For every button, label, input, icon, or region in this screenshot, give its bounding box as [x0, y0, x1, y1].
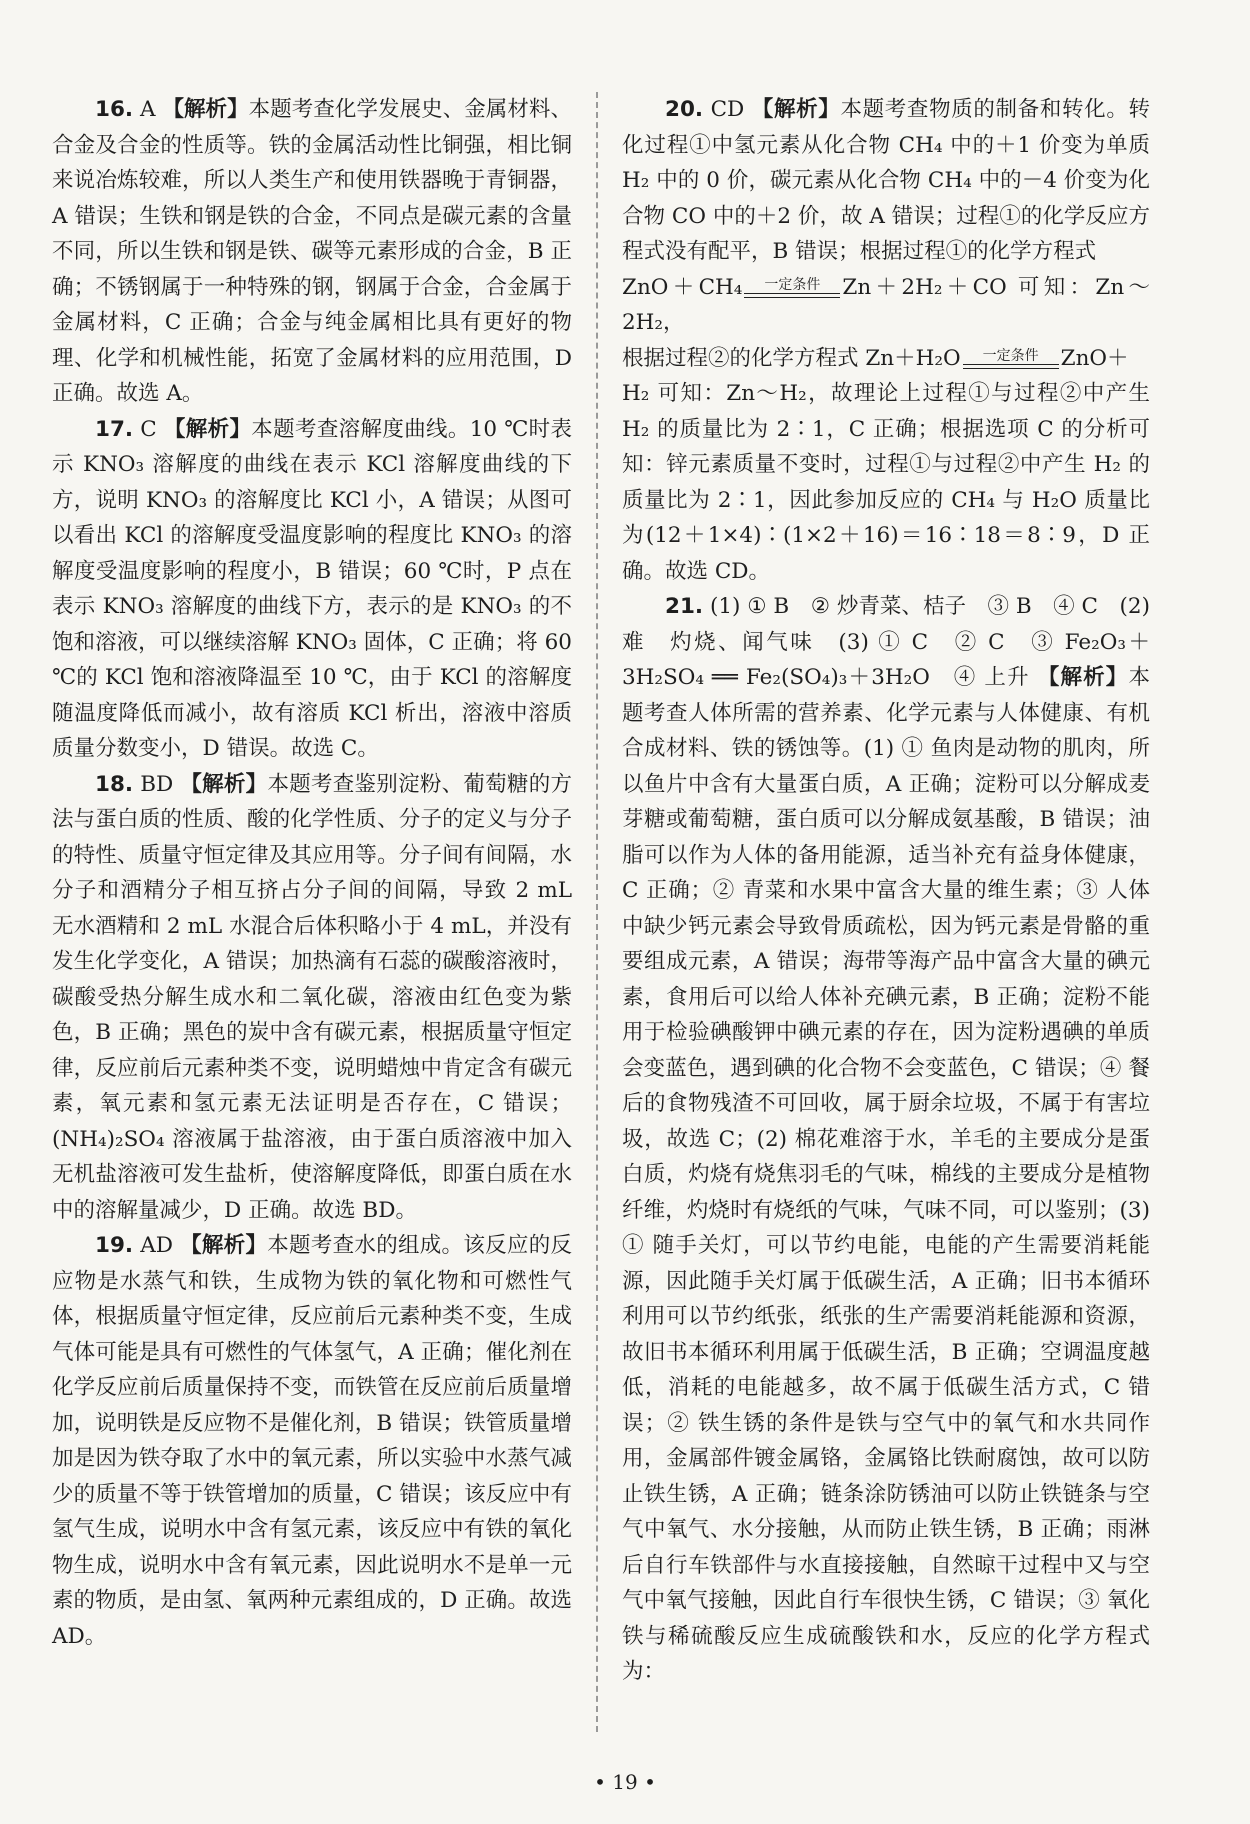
reaction-arrow [963, 348, 1059, 369]
answer: BD [140, 771, 174, 797]
reaction-arrow [744, 277, 840, 298]
question-18 [52, 767, 572, 1229]
analysis-text: 本题考查人体所需的营养素、化学元素与人体健康、有机合成材料、铁的锈蚀等。(1) ① 鱼肉是动物的肌肉，所以鱼片中含有大量蛋白质，A 正确；淀粉可以分解成麦芽糖或葡萄糖，蛋白质可以分解成氨基酸，B 错误；油脂可以作为人体的备用能源，适当补充有益身体健康，C 正确；② 青菜和水果中富含大量的维生素；③ 人体中缺少钙元素会导致骨质疏松，因为钙元素是骨骼的重要组成元素，A 错误；海带等海产品中富含大量的碘元素，食用后可以给人体补充碘元素，B 正确；淀粉不能用于检验碘酸钾中碘元素的存在，因为淀粉遇碘的单质会变蓝色，遇到碘的化合物不会变蓝色，C 错误；④ 餐后的食物残渣不可回收，属于厨余垃圾，不属于有害垃圾，故选 C；(2) 棉花难溶于水，羊毛的主要成分是蛋白质，灼烧有烧焦羽毛的气味，棉线的主要成分是植物纤维，灼烧时有烧纸的气味，气味不同，可以鉴别；(3) ① 随手关灯，可以节约电能，电能的产生需要消耗能源，因此随手关灯属于低碳生活，A 正确；旧书本循环利用可以节约纸张，纸张的生产需要消耗能源和资源，故旧书本循环利用属于低碳生活，B 正确；空调温度越低，消耗的电能越多，故不属于低碳生活方式，C 错误；② 铁生锈的条件是铁与空气中的氧气和水共同作用，金属部件镀金属铬，金属铬比铁耐腐蚀，故可以防止铁生锈，A 正确；链条涂防锈油可以防止铁链条与空气中氧气、水分接触，从而防止铁生锈，B 正确；雨淋后自行车铁部件与水直接接触，自然晾干过程中又与空气中氧气接触，因此自行车很快生锈，C 错误；③ 氧化铁与稀硫酸反应生成硫酸铁和水，反应的化学方程式为： [622, 665, 1150, 1684]
answer: AD [140, 1233, 173, 1258]
equation-2 [622, 341, 1150, 377]
answer: C [140, 416, 157, 442]
question-number: 17. [95, 416, 134, 442]
question-19 [52, 1228, 572, 1654]
page-number: • 19 • [594, 1770, 656, 1794]
analysis-tag: 【解析】 [180, 771, 268, 797]
answer: CD [710, 97, 745, 122]
question-number: 18. [95, 771, 134, 797]
right-column [622, 92, 1150, 1690]
analysis-tag: 【解析】 [1037, 665, 1129, 690]
question-number: 19. [95, 1233, 134, 1258]
equation-right: ZnO＋ [1060, 345, 1129, 371]
analysis-text-a: 本题考查物质的制备和转化。转化过程①中氢元素从化合物 CH₄ 中的＋1 价变为单质 H₂ 中的 0 价，碳元素从化合物 CH₄ 中的－4 价变为化合物 CO 中的＋2 价，故 A 错误；过程①的化学反应方程式没有配平，B 错误；根据过程①的化学方程式 [622, 97, 1150, 264]
question-20 [622, 92, 1150, 270]
question-21 [622, 589, 1150, 1690]
analysis-tag: 【解析】 [751, 97, 841, 122]
analysis-text: 本题考查水的组成。该反应的反应物是水蒸气和铁，生成物为铁的氧化物和可燃性气体，根据质量守恒定律，反应前后元素种类不变，生成气体可能是具有可燃性的气体氢气，A 正确；催化剂在化学反应前后质量保持不变，而铁管在反应前后质量增加，说明铁是反应物不是催化剂，B 错误；铁管质量增加是因为铁夺取了水中的氧元素，所以实验中水蒸气减少的质量不等于铁管增加的质量，C 错误；该反应中有氢气生成，说明水中含有氢元素，该反应中有铁的氧化物生成，说明水中含有氧元素，因此说明水不是单一元素的物质，是由氢、氧两种元素组成的，D 正确。故选 AD。 [52, 1233, 572, 1649]
analysis-text: 本题考查化学发展史、金属材料、合金及合金的性质等。铁的金属活动性比铜强，相比铜来说冶炼较难，所以人类生产和使用铁器晚于青铜器，A 错误；生铁和钢是铁的合金，不同点是碳元素的含量不同，所以生铁和钢是铁、碳等元素形成的合金，B 正确；不锈钢属于一种特殊的钢，钢属于合金，合金属于金属材料，C 正确；合金与纯金属相比具有更好的物理、化学和机械性能，拓宽了金属材料的应用范围，D 正确。故选 A。 [52, 97, 572, 406]
equation-left: 根据过程②的化学方程式 Zn＋H₂O [622, 345, 961, 371]
answer: (1) ① B ② 炒青菜、桔子 ③ B ④ C (2) 难 灼烧、闻气味 (3) ① C ② C ③ Fe₂O₃＋3H₂SO₄ ══ Fe₂(SO₄)₃＋3H₂O ④ 上升 [622, 594, 1150, 690]
left-column [52, 92, 572, 1654]
equation-1 [622, 270, 1150, 341]
question-16 [52, 92, 572, 412]
equation-left: ZnO＋CH₄ [622, 274, 743, 300]
question-number: 21. [665, 594, 704, 619]
question-number: 16. [95, 97, 134, 122]
analysis-tag: 【解析】 [180, 1233, 268, 1258]
question-17 [52, 412, 572, 767]
analysis-text-b: H₂ 可知：Zn～H₂，故理论上过程①与过程②中产生 H₂ 的质量比为 2∶1，C 正确；根据选项 C 的分析可知：锌元素质量不变时，过程①与过程②中产生 H₂ 的质量比为 2∶1，因此参加反应的 CH₄ 与 H₂O 质量比为(12＋1×4)∶(1×2＋16)＝16∶18＝8∶9，D 正确。故选 CD。 [622, 381, 1150, 584]
question-number: 20. [665, 97, 704, 122]
reaction-condition: 一定条件 [764, 277, 821, 293]
analysis-tag: 【解析】 [163, 416, 252, 442]
analysis-text: 本题考查鉴别淀粉、葡萄糖的方法与蛋白质的性质、酸的化学性质、分子的定义与分子的特性、质量守恒定律及其应用等。分子间有间隔，水分子和酒精分子相互挤占分子间的间隔，导致 2 mL 无水酒精和 2 mL 水混合后体积略小于 4 mL，并没有发生化学变化，A 错误；加热滴有石蕊的碳酸溶液时，碳酸受热分解生成水和二氧化碳，溶液由红色变为紫色，B 正确；黑色的炭中含有碳元素，根据质量守恒定律，反应前后元素种类不变，说明蜡烛中肯定含有碳元素，氧元素和氢元素无法证明是否存在，C 错误；(NH₄)₂SO₄ 溶液属于盐溶液，由于蛋白质溶液中加入无机盐溶液可发生盐析，使溶解度降低，即蛋白质在水中的溶解量减少，D 正确。故选 BD。 [52, 771, 572, 1223]
answer: A [140, 97, 156, 122]
column-divider [596, 92, 598, 1732]
analysis-tag: 【解析】 [162, 97, 249, 122]
equation-right: Zn＋2H₂＋CO 可知：Zn～2H₂， [622, 274, 1151, 335]
analysis-text: 本题考查溶解度曲线。10 ℃时表示 KNO₃ 溶解度的曲线在表示 KCl 溶解度曲线的下方，说明 KNO₃ 的溶解度比 KCl 小，A 错误；从图可以看出 KCl 的溶解度受温度影响的程度比 KNO₃ 的溶解度受温度影响的程度小，B 错误；60 ℃时，P 点在表示 KNO₃ 溶解度的曲线下方，表示的是 KNO₃ 的不饱和溶液，可以继续溶解 KNO₃ 固体，C 正确；将 60 ℃的 KCl 饱和溶液降温至 10 ℃，由于 KCl 的溶解度随温度降低而减小，故有溶质 KCl 析出，溶液中溶质质量分数变小，D 错误。故选 C。 [52, 416, 572, 761]
reaction-condition: 一定条件 [982, 348, 1039, 364]
